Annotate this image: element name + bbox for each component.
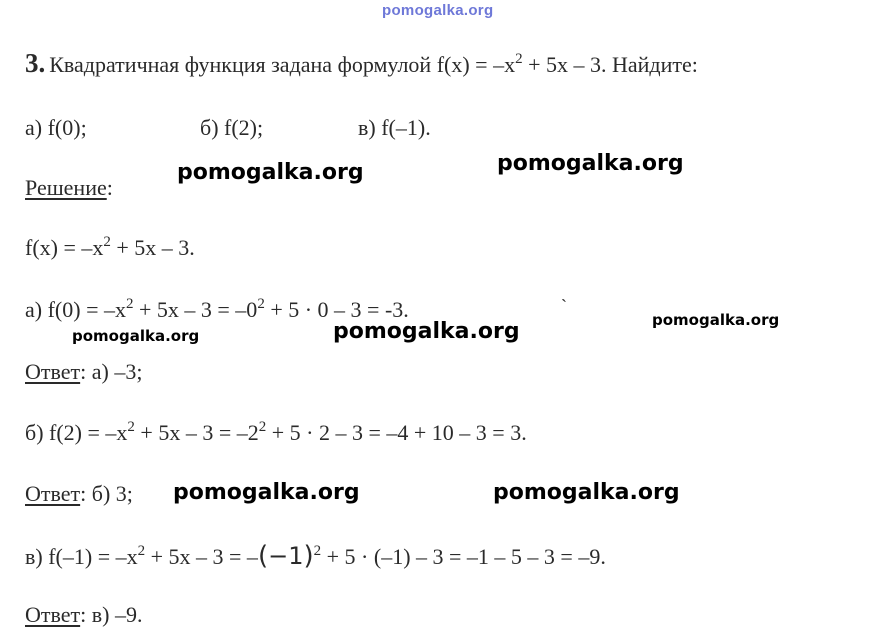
calculation-c bbox=[25, 543, 606, 569]
part-b: б) f(2); bbox=[200, 115, 264, 140]
calc-b-part-2: + 5x – 3 = –2 bbox=[134, 420, 259, 445]
calc-a-part-3: + 5 · 0 – 3 = -3. bbox=[264, 297, 409, 322]
calc-b-part-3: + 5 · 2 – 3 = –4 + 10 – 3 = 3. bbox=[266, 420, 527, 445]
calc-b-exp-1: 2 bbox=[127, 419, 135, 435]
task-parts bbox=[25, 117, 431, 139]
calc-a-exp-1: 2 bbox=[125, 296, 134, 312]
answer-b-label: Ответ bbox=[25, 481, 81, 506]
task-text-after: + 5x – 3. Найдите: bbox=[522, 52, 698, 77]
solution-colon: : bbox=[106, 175, 113, 200]
solution-label: Решение bbox=[25, 175, 107, 200]
formula-exponent: 2 bbox=[103, 234, 111, 250]
stray-mark: ˋ bbox=[561, 296, 567, 316]
calc-b-part-1: б) f(2) = –x bbox=[25, 420, 128, 445]
answer-c-label: Ответ bbox=[25, 602, 81, 627]
calc-a-exp-2: 2 bbox=[257, 296, 265, 312]
answer-a bbox=[25, 361, 142, 383]
watermark: pomogalka.org bbox=[177, 160, 364, 185]
answer-c-value: : в) –9. bbox=[80, 602, 143, 627]
calc-c-part-1: в) f(–1) = –x bbox=[25, 544, 138, 569]
solution-heading bbox=[25, 177, 113, 199]
calc-c-exp-2: 2 bbox=[313, 543, 322, 559]
formula-post: + 5x – 3. bbox=[110, 235, 195, 260]
calc-a-part-1: а) f(0) = –x bbox=[25, 297, 126, 322]
calc-c-part-2: + 5x – 3 = – bbox=[145, 544, 258, 569]
task-exponent: 2 bbox=[515, 51, 523, 67]
answer-a-value: : а) –3; bbox=[80, 359, 143, 384]
top-watermark: pomogalka.org bbox=[382, 2, 494, 19]
task-number: 3. bbox=[25, 48, 46, 78]
task-statement bbox=[25, 50, 698, 77]
calc-c-number: −1 bbox=[268, 542, 304, 570]
watermark: pomogalka.org bbox=[72, 327, 200, 345]
watermark: pomogalka.org bbox=[652, 311, 780, 329]
calc-a-part-2: + 5x – 3 = –0 bbox=[133, 297, 258, 322]
watermark: pomogalka.org bbox=[333, 319, 520, 344]
answer-b-value: : б) 3; bbox=[80, 481, 133, 506]
calculation-b bbox=[25, 419, 527, 445]
calculation-a bbox=[25, 296, 409, 322]
calc-c-right-paren: ) bbox=[303, 541, 314, 571]
calc-c-exp-1: 2 bbox=[137, 543, 146, 559]
part-a: а) f(0); bbox=[25, 115, 87, 140]
task-text-before: Квадратичная функция задана формулой f(x) = –x bbox=[49, 52, 516, 77]
watermark: pomogalka.org bbox=[497, 151, 684, 176]
watermark: pomogalka.org bbox=[493, 480, 680, 505]
calc-b-exp-2: 2 bbox=[258, 419, 267, 435]
answer-c bbox=[25, 604, 142, 626]
watermark: pomogalka.org bbox=[173, 480, 360, 505]
answer-a-label: Ответ bbox=[25, 359, 81, 384]
formula-line bbox=[25, 234, 195, 260]
formula-pre: f(x) = –x bbox=[25, 235, 104, 260]
part-c: в) f(–1). bbox=[358, 115, 431, 140]
answer-b bbox=[25, 483, 133, 505]
calc-c-part-3: + 5 · (–1) – 3 = –1 – 5 – 3 = –9. bbox=[321, 544, 606, 569]
calc-c-left-paren: ( bbox=[257, 541, 269, 571]
